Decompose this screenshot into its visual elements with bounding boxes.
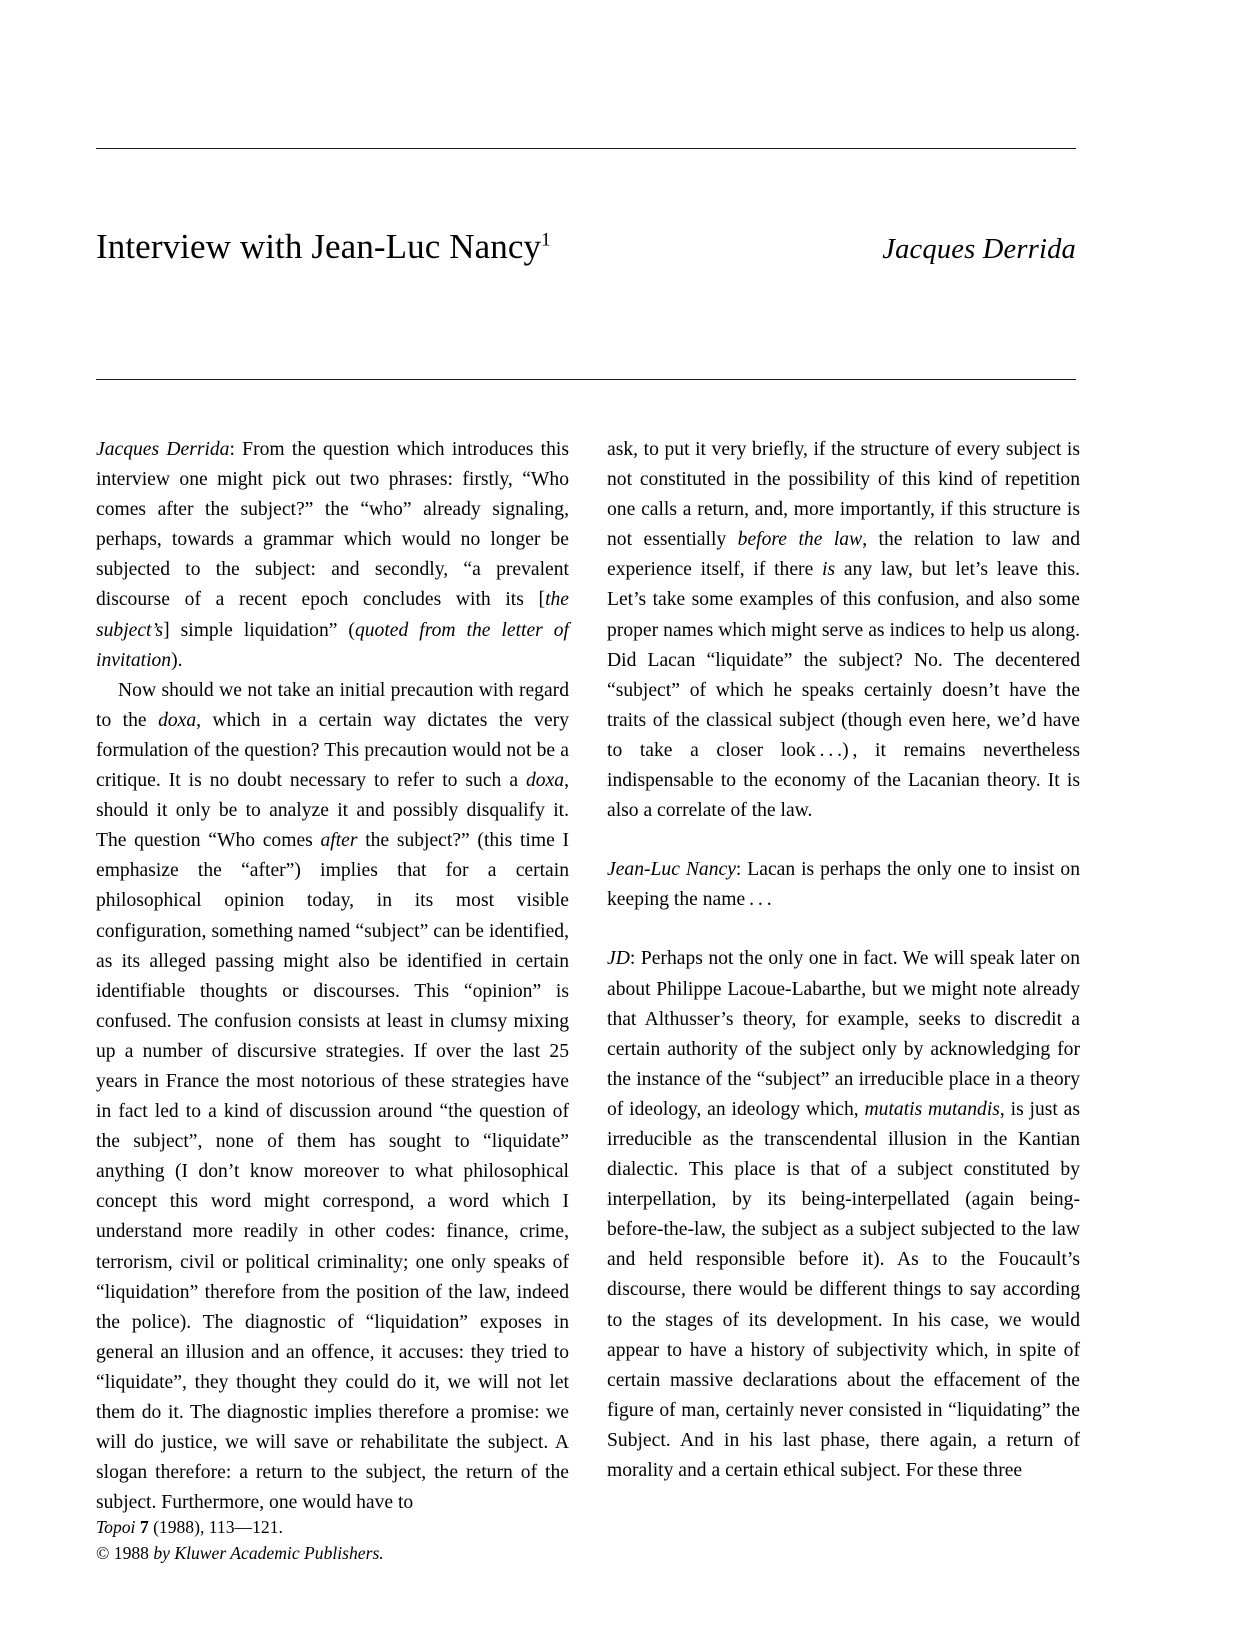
inline-italic-quoted-from: quoted from the letter of invitation [96, 619, 569, 671]
speaker-label-jean-luc-nancy: Jean-Luc Nancy [607, 859, 736, 881]
page-title [96, 228, 551, 267]
copyright-icon: © [96, 1543, 110, 1563]
footer-citation: (1988), 113—121. [153, 1517, 283, 1537]
inline-italic-after: after [320, 830, 358, 852]
footer-journal-name: Topoi [96, 1517, 136, 1537]
footnote-marker: 1 [541, 229, 551, 251]
paragraph-jd-opening: Jacques Derrida: From the question which introduces this interview one might pick out two phrases: firstly, “Who comes after the subject?” the “who” already signaling, perhaps, towards a grammar which would no longer be subjected to the subject: and secondly, “a prevalent discourse of a recent epoch concludes with its [the subject’s] simple liquidation” (quoted from the letter of invitation). [96, 439, 569, 671]
paragraph-doxa-precaution: Now should we not take an initial precaution with regard to the doxa, which in a certain way dictates the very formulation of the question? This precaution would not be a critique. It is no doubt necessary to refer to such a doxa, should it only be to analyze it and possibly disqualify it. The question “Who comes after the subject?” (this time I emphasize the “after”) implies that for a certain philosophical opinion today, in its most visible configuration, something named “subject” can be identified, as its alleged passing might also be identified in certain identifiable thoughts or discourses. This “opinion” is confused. The confusion consists at least in clumsy mixing up a number of discursive strategies. If over the last 25 years in France the most notorious of these strategies have in fact led to a kind of discussion around “the question of the subject”, none of them has sought to “liquidate” anything (I don’t know moreover to what philosophical concept this word might correspond, a word which I understand more readily in other codes: finance, crime, terrorism, civil or political criminality; one only speaks of “liquidation” therefore from the position of the law, indeed the police). The diagnostic of “liquidation” exposes in general an illusion and an offence, it accuses: they tried to “liquidate”, they thought they could do it, we will not let them do it. The diagnostic implies therefore a promise: we will do justice, we will save or rehabilitate the subject. A slogan therefore: a return to the subject, the return of the subject. Furthermore, one would have to [96, 679, 569, 1514]
footer-citation-line [96, 1514, 384, 1540]
footer-copyright-year: 1988 [113, 1543, 149, 1563]
speaker-label-jd: JD [607, 948, 630, 970]
inline-italic-doxa-2: doxa [526, 770, 565, 792]
inline-italic-the-subjects: the subject’s [96, 589, 569, 641]
footer-publisher: by Kluwer Academic Publishers. [153, 1543, 384, 1563]
body-columns [96, 435, 1080, 1518]
speaker-label-jacques-derrida: Jacques Derrida [96, 439, 230, 460]
left-column [96, 435, 569, 1518]
right-column [607, 435, 1080, 1518]
page-footer [96, 1514, 384, 1566]
article-title-text: Interview with Jean-Luc Nancy [96, 227, 542, 266]
header-rule-bottom [96, 379, 1076, 380]
inline-italic-mutatis-mutandis: mutatis mutandis [864, 1098, 1000, 1120]
footer-copyright-line [96, 1540, 384, 1566]
paragraph-structure-of-subject: ask, to put it very briefly, if the structure of every subject is not constituted in the possibility of this kind of repetition one calls a return, and, more importantly, if this structure is not essentially before the law, the relation to law and experience itself, if there is any law, but let’s leave this. Let’s take some examples of this confusion, and also some proper names which might serve as indices to help us along. Did Lacan “liquidate” the subject? No. The decentered “subject” of which he speaks certainly doesn’t have the traits of the classical subject (though even here, we’d have to take a closer look . . .) , it remains nevertheless indispensable to the economy of the Lacanian theory. It is also a correlate of the law. [607, 439, 1081, 822]
inline-italic-is: is [822, 559, 836, 581]
header-rule-top [96, 148, 1076, 149]
paragraph-jln-lacan: Jean-Luc Nancy: Lacan is perhaps the only one to insist on keeping the name . . . [607, 859, 1080, 911]
article-header [96, 228, 1076, 267]
paragraph-jd-althusser: JD: Perhaps not the only one in fact. We will speak later on about Philippe Lacoue-Labarthe, but we might note already that Althusser’s theory, for example, seeks to discredit a certain authority of the subject only by acknowledging for the instance of the “subject” an irreducible place in a theory of ideology, an ideology which, mutatis mutandis, is just as irreducible as the transcendental illusion in the Kantian dialectic. This place is that of a subject constituted by interpellation, by its being-interpellated (again being-before-the-law, the subject as a subject subjected to the law and held responsible before it). As to the Foucault’s discourse, there would be different things to say according to the stages of its development. In his case, we would appear to have a history of subjectivity which, in spite of certain massive declarations about the effacement of the figure of man, certainly never consisted in “liquidating” the Subject. And in his last phase, there again, a return of morality and a certain ethical subject. For these three [607, 948, 1080, 1481]
article-author: Jacques Derrida [882, 234, 1076, 265]
footer-volume: 7 [139, 1517, 149, 1537]
inline-italic-before-the-law: before the law [737, 529, 863, 551]
inline-italic-doxa-1: doxa [158, 709, 197, 731]
